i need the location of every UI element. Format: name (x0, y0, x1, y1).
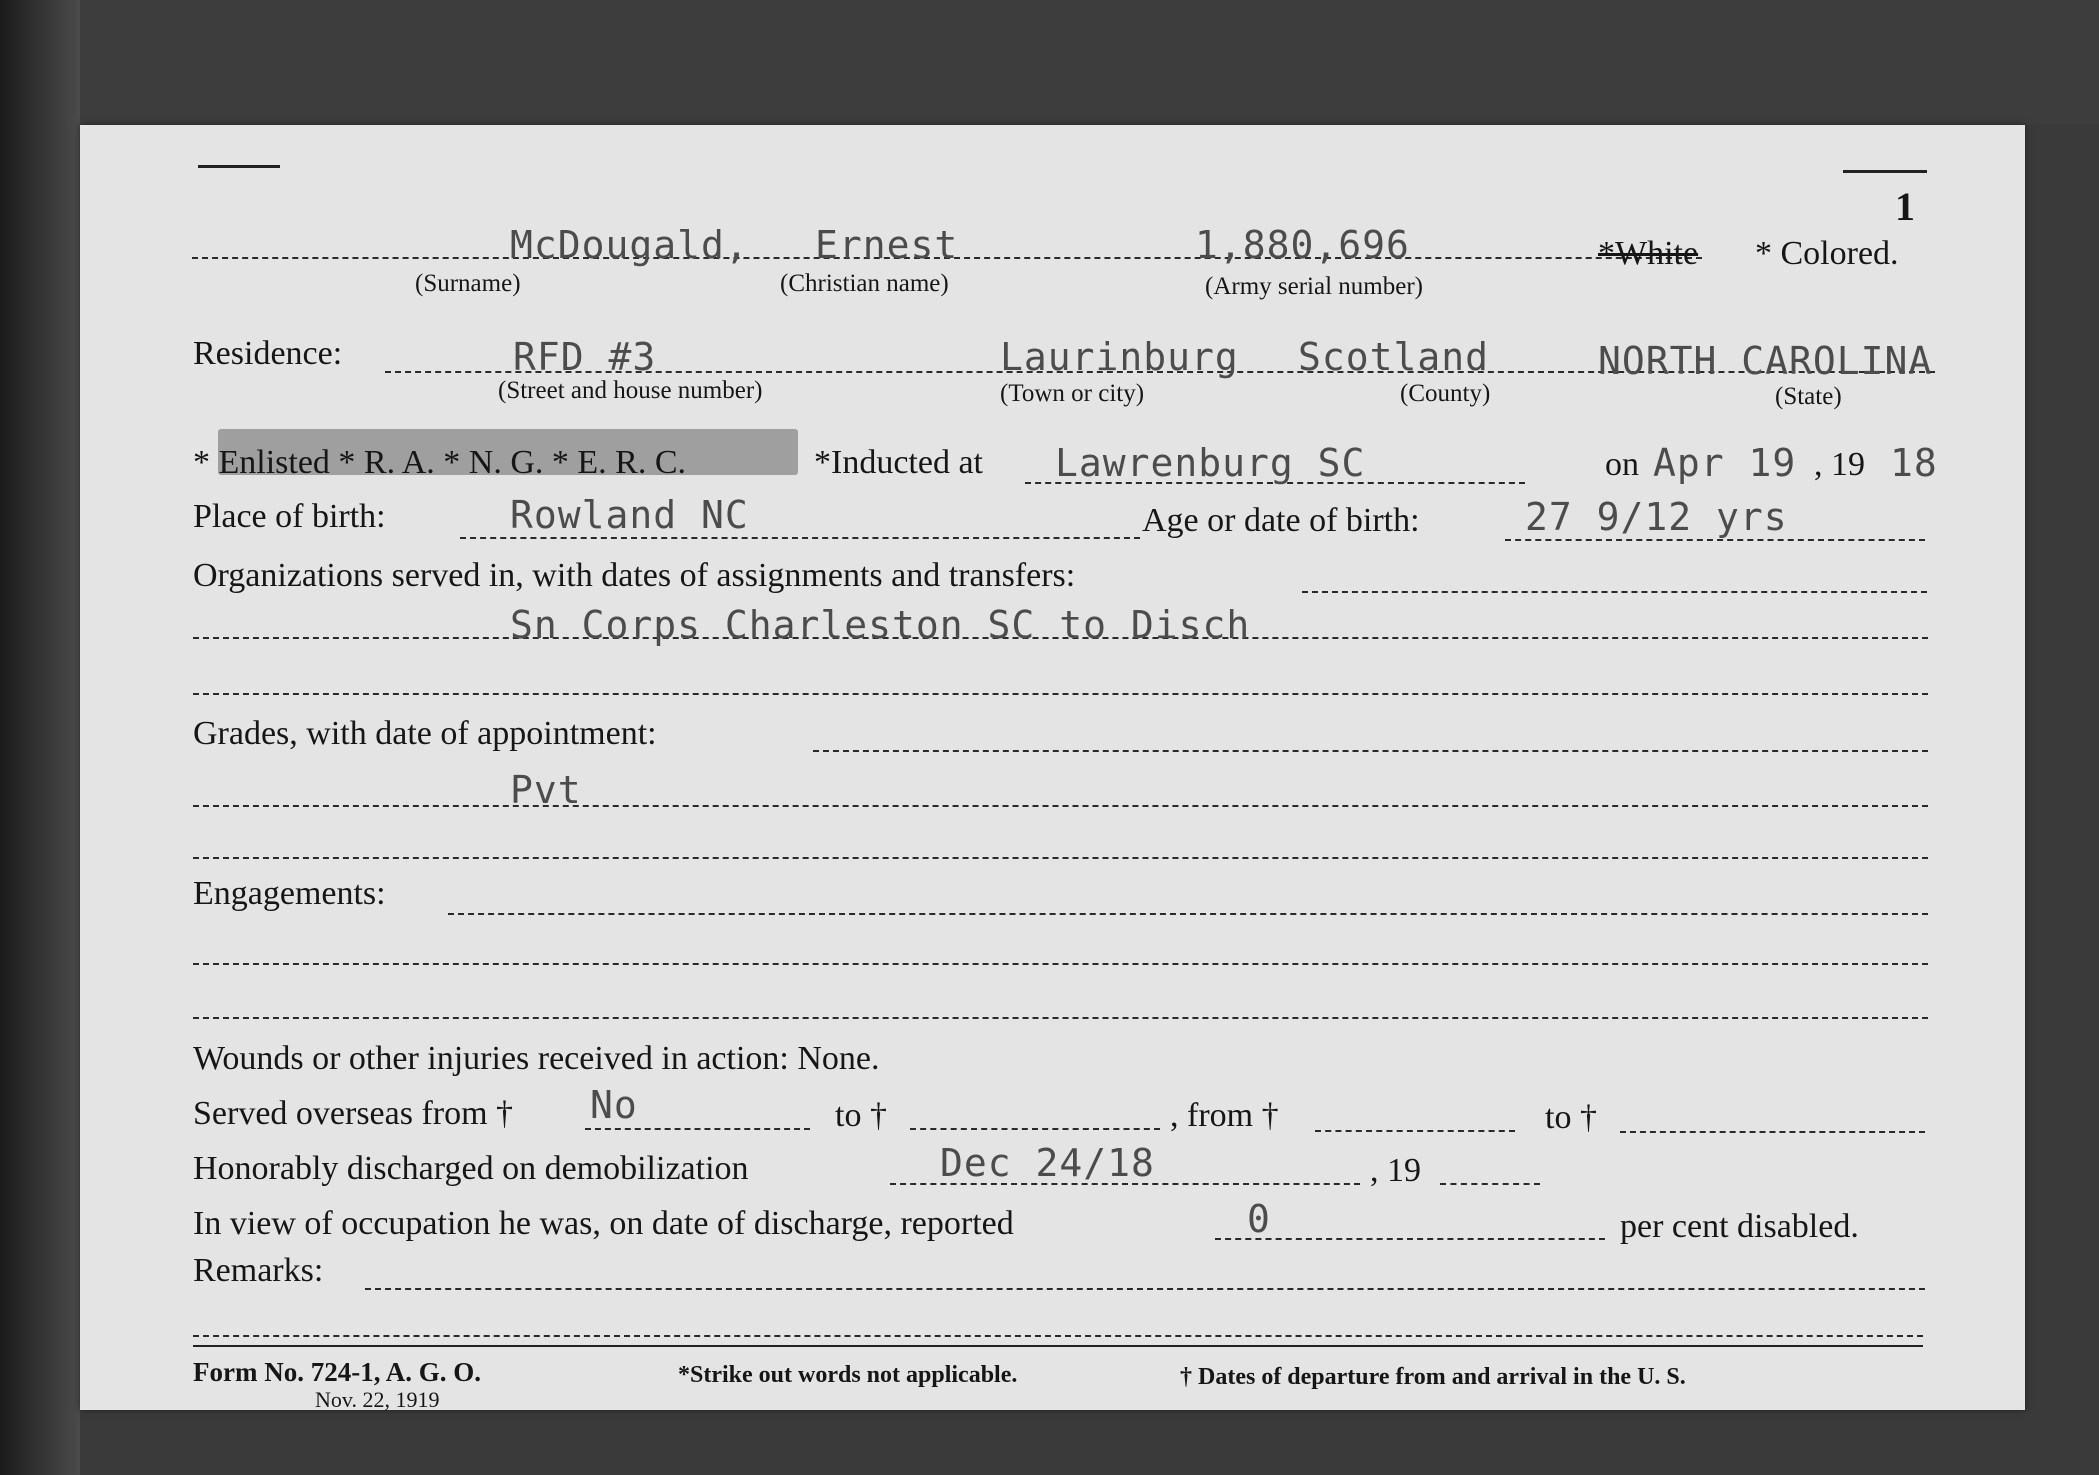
service-record-card (80, 125, 2025, 1410)
organizations-label: Organizations served in, with dates of assignments and transfers: (193, 557, 1076, 594)
induction-year-prefix: , 19 (1814, 446, 1865, 483)
on-label: on (1605, 446, 1639, 483)
enlistment-options: * Enlisted * R. A. * N. G. * E. R. C. (193, 444, 687, 481)
state-caption: (State) (1775, 383, 1842, 410)
overseas-from2-label: , from † (1170, 1097, 1279, 1134)
race-white: *White (1598, 235, 1699, 272)
engagements-line-1 (448, 913, 1928, 915)
overseas-to-line (910, 1128, 1160, 1130)
discharge-year-line (1440, 1183, 1540, 1185)
street-caption: (Street and house number) (498, 377, 763, 404)
residence-town-value: Laurinburg (1000, 335, 1239, 379)
wounds-label: Wounds or other injuries received in action: None. (193, 1040, 880, 1077)
grades-value: Pvt (510, 768, 582, 812)
county-caption: (County) (1400, 380, 1491, 407)
overseas-from-value: No (590, 1083, 638, 1127)
top-left-rule (198, 165, 280, 168)
grades-line-3 (193, 857, 1928, 859)
grades-line-1 (813, 750, 1928, 752)
overseas-to2-line (1620, 1131, 1925, 1133)
engagements-line-3 (193, 1017, 1928, 1019)
town-caption: (Town or city) (1000, 380, 1145, 407)
disability-value: 0 (1247, 1197, 1271, 1241)
discharge-label: Honorably discharged on demobilization (193, 1150, 749, 1187)
overseas-to2-label: to † (1545, 1099, 1597, 1136)
discharge-date-value: Dec 24/18 (940, 1141, 1155, 1185)
disability-label: In view of occupation he was, on date of discharge, reported (193, 1205, 1014, 1242)
inducted-place-value: Lawrenburg SC (1055, 441, 1366, 485)
grades-label: Grades, with date of appointment: (193, 715, 657, 752)
organizations-line-1 (1302, 591, 1927, 593)
serial-number-value: 1,880,696 (1195, 223, 1410, 267)
serial-number-caption: (Army serial number) (1205, 273, 1423, 300)
organizations-value: Sn Corps Charleston SC to Disch (510, 603, 1251, 647)
residence-state-value: NORTH CAROLINA (1598, 339, 1933, 383)
form-number: Form No. 724-1, A. G. O. (193, 1357, 481, 1387)
overseas-to-label: to † (835, 1097, 887, 1134)
grades-line-2 (193, 805, 1928, 807)
film-background (80, 0, 2099, 125)
overseas-label: Served overseas from † (193, 1095, 514, 1132)
dates-note: † Dates of departure from and arrival in the U. S. (1180, 1364, 1686, 1390)
disability-line (1215, 1238, 1605, 1240)
place-of-birth-line (460, 537, 1140, 539)
induction-date-value: Apr 19 (1653, 441, 1797, 485)
residence-label: Residence: (193, 335, 343, 372)
christian-name-value: Ernest (815, 223, 959, 267)
remarks-line-1 (365, 1288, 1925, 1290)
top-right-rule (1843, 170, 1927, 173)
inducted-label: *Inducted at (814, 444, 983, 481)
age-label: Age or date of birth: (1142, 502, 1420, 539)
engagements-label: Engagements: (193, 875, 386, 912)
disability-suffix: per cent disabled. (1620, 1208, 1859, 1245)
film-border (0, 0, 80, 1475)
age-line (1505, 539, 1925, 541)
residence-county-value: Scotland (1298, 335, 1490, 379)
card-number: 1 (1895, 184, 1915, 229)
christian-name-caption: (Christian name) (780, 270, 949, 297)
overseas-from-line (585, 1128, 810, 1130)
residence-street-value: RFD #3 (513, 335, 657, 379)
remarks-line-2 (193, 1335, 1923, 1337)
surname-value: McDougald, (510, 223, 749, 267)
induction-year-suffix: 18 (1890, 441, 1938, 485)
surname-caption: (Surname) (415, 270, 521, 297)
age-value: 27 9/12 yrs (1525, 495, 1788, 539)
footer-rule (193, 1345, 1923, 1347)
form-date: Nov. 22, 1919 (315, 1387, 440, 1412)
engagements-line-2 (193, 963, 1928, 965)
place-of-birth-value: Rowland NC (510, 493, 749, 537)
race-colored: * Colored. (1755, 235, 1899, 272)
organizations-line-3 (193, 693, 1928, 695)
strike-out-note: *Strike out words not applicable. (678, 1362, 1018, 1388)
overseas-from2-line (1315, 1130, 1515, 1132)
remarks-label: Remarks: (193, 1252, 324, 1289)
place-of-birth-label: Place of birth: (193, 498, 386, 535)
discharge-year-label: , 19 (1370, 1152, 1421, 1189)
